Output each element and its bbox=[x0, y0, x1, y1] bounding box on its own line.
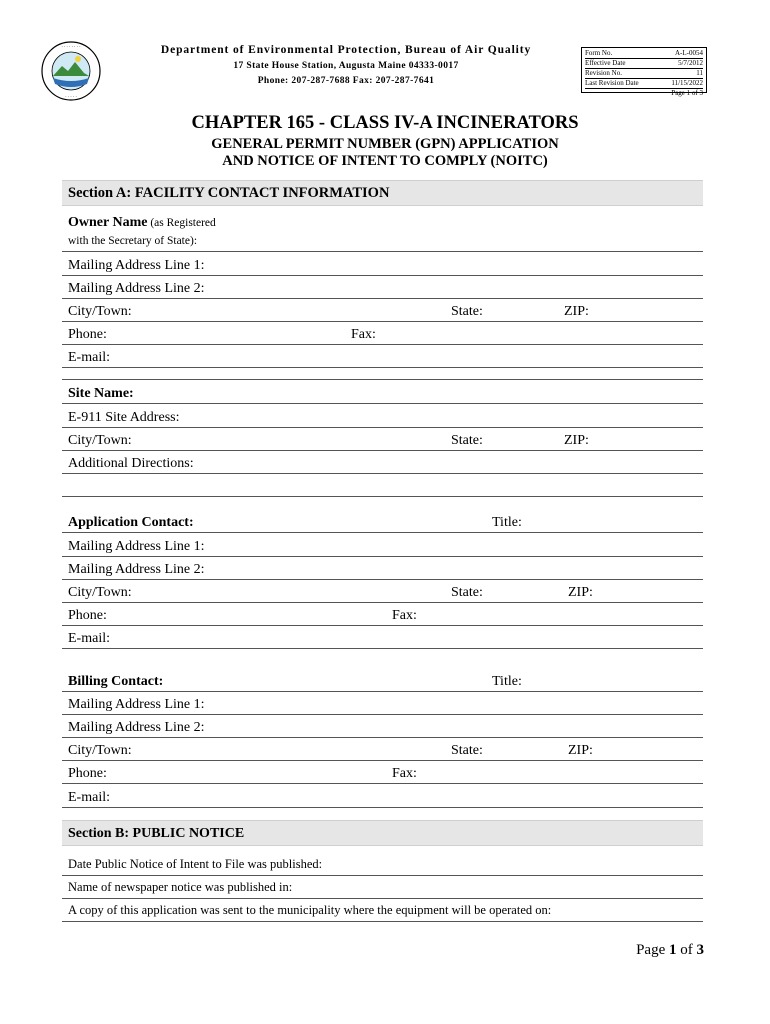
effective-date-label: Effective Date bbox=[585, 59, 626, 67]
footer-page-total: 3 bbox=[696, 942, 704, 958]
billing-city-state-zip-field[interactable] bbox=[62, 760, 703, 761]
revision-row bbox=[585, 69, 703, 79]
owner-state-label: State: bbox=[451, 304, 483, 319]
billing-contact-label: Billing Contact: bbox=[68, 674, 164, 689]
permit-title-line1: GENERAL PERMIT NUMBER (GPN) APPLICATION bbox=[211, 136, 559, 152]
owner-email-field[interactable] bbox=[62, 367, 703, 368]
site-directions-field[interactable] bbox=[62, 473, 703, 474]
owner-city-label: City/Town: bbox=[68, 304, 132, 319]
owner-name-note-2: with the Secretary of State): bbox=[68, 235, 198, 247]
form-no-label: Form No. bbox=[585, 49, 613, 57]
page-footer bbox=[600, 942, 704, 959]
form-no-row bbox=[585, 49, 703, 59]
section-b-heading: Section B: PUBLIC NOTICE bbox=[62, 820, 703, 846]
effective-date-row bbox=[585, 59, 703, 69]
last-revision-label: Last Revision Date bbox=[585, 79, 639, 87]
app-email-field[interactable] bbox=[62, 648, 703, 649]
last-revision-value: 11/15/2022 bbox=[671, 79, 703, 87]
svg-text:· · · · · · · ·: · · · · · · · · bbox=[61, 44, 81, 49]
billing-city-label: City/Town: bbox=[68, 743, 132, 758]
app-fax-label: Fax: bbox=[392, 608, 417, 623]
billing-mail1-label: Mailing Address Line 1: bbox=[68, 697, 205, 712]
site-name-field[interactable] bbox=[62, 403, 703, 404]
billing-mail1-field[interactable] bbox=[62, 714, 703, 715]
site-city-state-zip-field[interactable] bbox=[62, 450, 703, 451]
owner-email-label: E-mail: bbox=[68, 350, 110, 365]
revision-value: 11 bbox=[696, 69, 703, 77]
newspaper-name-label: Name of newspaper notice was published in: bbox=[68, 880, 293, 894]
state-seal-logo bbox=[40, 40, 102, 102]
app-state-label: State: bbox=[451, 585, 483, 600]
form-page-count: Page 1 of 3 bbox=[671, 89, 703, 97]
app-email-label: E-mail: bbox=[68, 631, 110, 646]
last-revision-row bbox=[585, 79, 703, 89]
form-no-value: A-L-0054 bbox=[675, 49, 703, 57]
billing-contact-field[interactable] bbox=[62, 691, 703, 692]
public-notice-date-label: Date Public Notice of Intent to File was published: bbox=[68, 857, 323, 871]
municipality-copy-field[interactable] bbox=[62, 921, 703, 922]
billing-mail2-label: Mailing Address Line 2: bbox=[68, 720, 205, 735]
site-name-label: Site Name: bbox=[68, 386, 134, 401]
footer-page-word: Page bbox=[636, 942, 669, 958]
owner-name-label bbox=[68, 215, 216, 231]
app-contact-label: Application Contact: bbox=[68, 515, 194, 530]
app-mail1-field[interactable] bbox=[62, 556, 703, 557]
department-phone: Phone: 207-287-7688 Fax: 207-287-7641 bbox=[257, 76, 435, 86]
app-city-state-zip-field[interactable] bbox=[62, 602, 703, 603]
owner-divider bbox=[62, 379, 703, 380]
app-zip-label: ZIP: bbox=[568, 585, 593, 600]
department-name: Department of Environmental Protection, Bureau of Air Quality bbox=[160, 44, 532, 56]
site-e911-field[interactable] bbox=[62, 427, 703, 428]
owner-name-field[interactable] bbox=[62, 251, 703, 252]
billing-phone-label: Phone: bbox=[68, 766, 107, 781]
effective-date-value: 5/7/2012 bbox=[678, 59, 703, 67]
billing-title-label: Title: bbox=[492, 674, 522, 689]
billing-fax-label: Fax: bbox=[392, 766, 417, 781]
billing-email-label: E-mail: bbox=[68, 790, 110, 805]
public-notice-date-field[interactable] bbox=[62, 875, 703, 876]
billing-state-label: State: bbox=[451, 743, 483, 758]
app-city-label: City/Town: bbox=[68, 585, 132, 600]
app-phone-label: Phone: bbox=[68, 608, 107, 623]
billing-phone-fax-field[interactable] bbox=[62, 783, 703, 784]
site-zip-label: ZIP: bbox=[564, 433, 589, 448]
permit-title-line2: AND NOTICE OF INTENT TO COMPLY (NOITC) bbox=[222, 153, 548, 169]
form-info-box bbox=[581, 47, 707, 97]
site-state-label: State: bbox=[451, 433, 483, 448]
svg-text:· · · · ·: · · · · · bbox=[65, 94, 77, 99]
app-mail1-label: Mailing Address Line 1: bbox=[68, 539, 205, 554]
site-directions-field-2[interactable] bbox=[62, 496, 703, 497]
owner-mail2-label: Mailing Address Line 2: bbox=[68, 281, 205, 296]
owner-phone-label: Phone: bbox=[68, 327, 107, 342]
owner-name-note: (as Registered bbox=[147, 217, 216, 229]
owner-mail1-field[interactable] bbox=[62, 275, 703, 276]
owner-name-text: Owner Name bbox=[68, 215, 148, 230]
owner-mail2-field[interactable] bbox=[62, 298, 703, 299]
app-contact-field[interactable] bbox=[62, 532, 703, 533]
owner-mail1-label: Mailing Address Line 1: bbox=[68, 258, 205, 273]
billing-email-field[interactable] bbox=[62, 807, 703, 808]
owner-city-state-zip-field[interactable] bbox=[62, 321, 703, 322]
app-mail2-label: Mailing Address Line 2: bbox=[68, 562, 205, 577]
department-address: 17 State House Station, Augusta Maine 04333-0017 bbox=[233, 61, 459, 71]
chapter-title: CHAPTER 165 - CLASS IV-A INCINERATORS bbox=[191, 113, 579, 133]
owner-zip-label: ZIP: bbox=[564, 304, 589, 319]
owner-fax-label: Fax: bbox=[351, 327, 376, 342]
owner-phone-fax-field[interactable] bbox=[62, 344, 703, 345]
municipality-copy-label: A copy of this application was sent to the municipality where the equipment will be operated on: bbox=[68, 903, 552, 917]
newspaper-name-field[interactable] bbox=[62, 898, 703, 899]
billing-mail2-field[interactable] bbox=[62, 737, 703, 738]
revision-label: Revision No. bbox=[585, 69, 622, 77]
app-mail2-field[interactable] bbox=[62, 579, 703, 580]
section-a-heading: Section A: FACILITY CONTACT INFORMATION bbox=[62, 180, 703, 206]
footer-page-number: 1 bbox=[669, 942, 677, 958]
billing-zip-label: ZIP: bbox=[568, 743, 593, 758]
site-directions-label: Additional Directions: bbox=[68, 456, 194, 471]
site-e911-label: E-911 Site Address: bbox=[68, 410, 180, 425]
app-contact-title-label: Title: bbox=[492, 515, 522, 530]
app-phone-fax-field[interactable] bbox=[62, 625, 703, 626]
footer-of-word: of bbox=[676, 942, 697, 958]
site-city-label: City/Town: bbox=[68, 433, 132, 448]
